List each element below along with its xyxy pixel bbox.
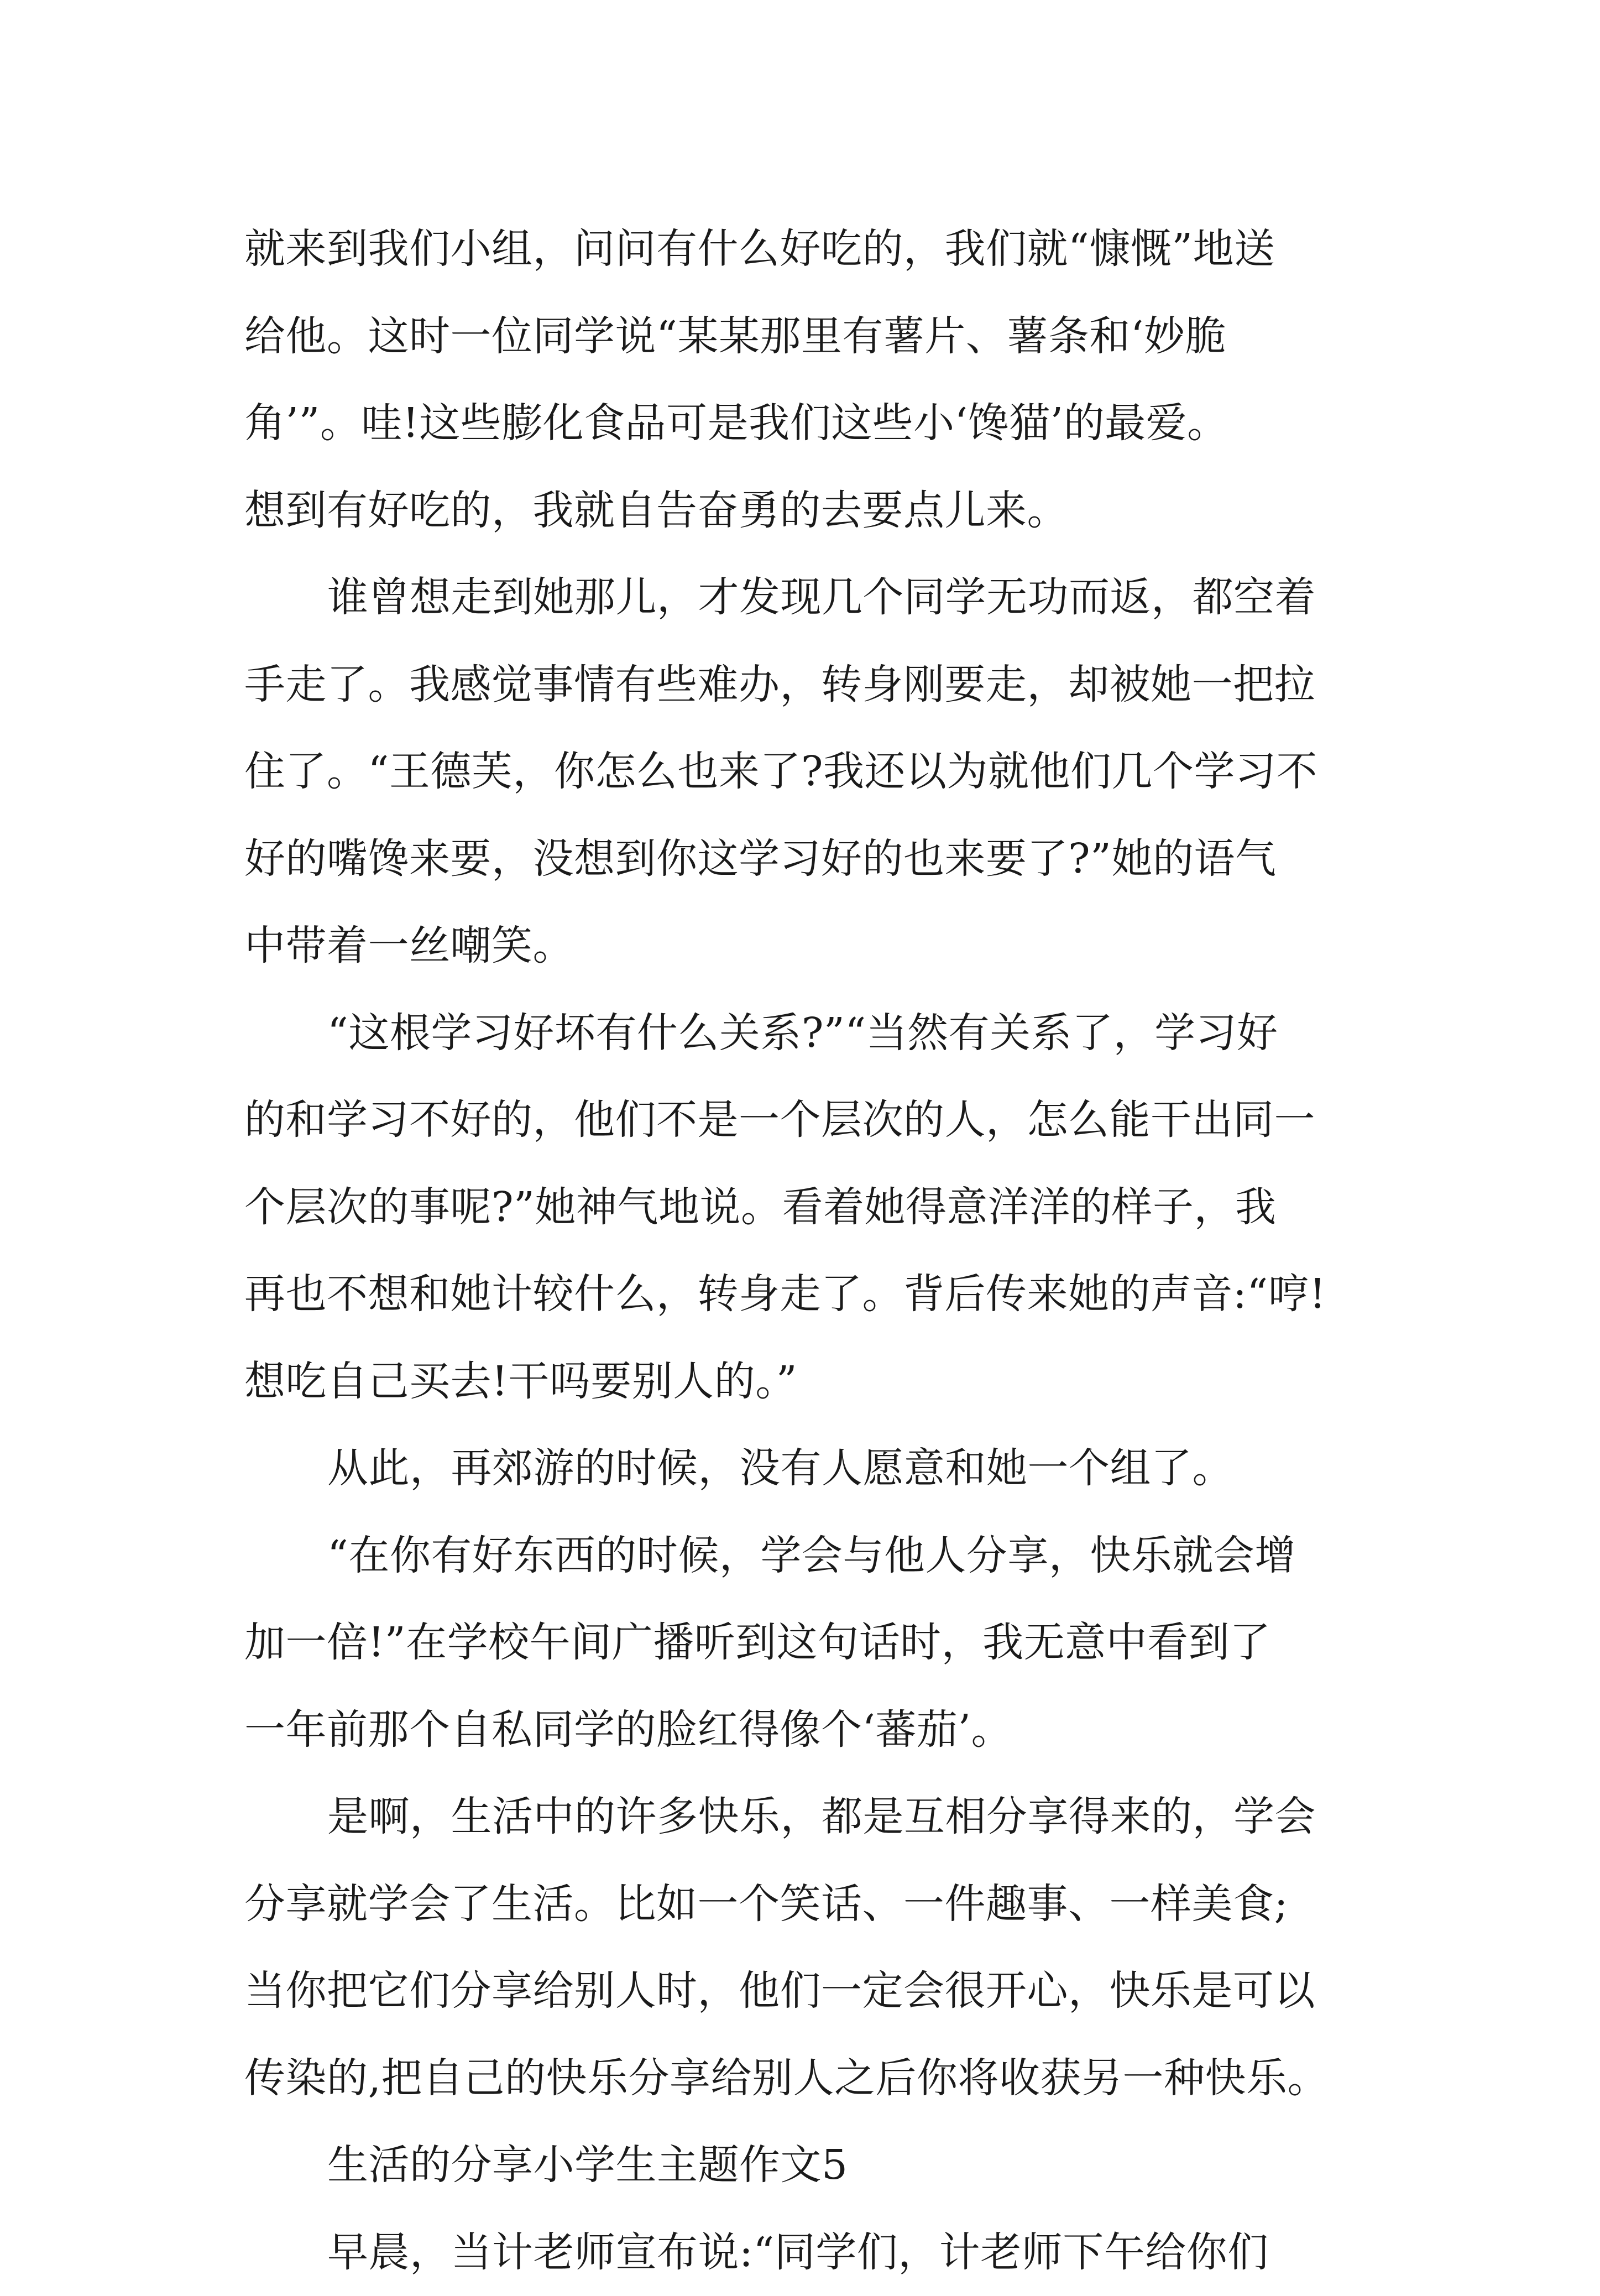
text-line: 传染的,把自己的快乐分享给别人之后你将收获另一种快乐。 [244, 2035, 1367, 2122]
text-line: 个层次的事呢?”她神气地说。看着她得意洋洋的样子，我 [244, 1164, 1367, 1251]
text-line: 的和学习不好的，他们不是一个层次的人，怎么能干出同一 [244, 1077, 1367, 1164]
paragraph-first-line: 谁曾想走到她那儿，才发现几个同学无功而返，都空着 [244, 554, 1367, 641]
paragraph-first-line: “在你有好东西的时候，学会与他人分享，快乐就会增 [244, 1512, 1367, 1600]
paragraph-first-line: 从此，再郊游的时候，没有人愿意和她一个组了。 [244, 1425, 1367, 1512]
section-heading: 生活的分享小学生主题作文5 [244, 2122, 1367, 2209]
text-line: 一年前那个自私同学的脸红得像个‘蕃茄’。 [244, 1687, 1367, 1774]
text-line: 角’”。哇!这些膨化食品可是我们这些小‘馋猫’的最爱。 [244, 380, 1367, 467]
text-line: 当你把它们分享给别人时，他们一定会很开心，快乐是可以 [244, 1948, 1367, 2035]
text-line: 就来到我们小组，问问有什么好吃的，我们就“慷慨”地送 [244, 206, 1367, 293]
text-line: 加一倍!”在学校午间广播听到这句话时，我无意中看到了 [244, 1599, 1367, 1687]
paragraph-first-line: 是啊，生活中的许多快乐，都是互相分享得来的，学会 [244, 1773, 1367, 1861]
paragraph-first-line: 早晨，当计老师宣布说:“同学们，计老师下午给你们 [244, 2209, 1367, 2296]
text-line: 中带着一丝嘲笑。 [244, 902, 1367, 990]
text-line: 想吃自己买去!干吗要别人的。” [244, 1338, 1367, 1426]
paragraph-first-line: “这根学习好坏有什么关系?”“当然有关系了，学习好 [244, 990, 1367, 1077]
text-line: 手走了。我感觉事情有些难办，转身刚要走，却被她一把拉 [244, 641, 1367, 729]
text-line: 想到有好吃的，我就自告奋勇的去要点儿来。 [244, 467, 1367, 555]
text-line: 好的嘴馋来要，没想到你这学习好的也来要了?”她的语气 [244, 816, 1367, 903]
text-line: 再也不想和她计较什么，转身走了。背后传来她的声音:“哼! [244, 1251, 1367, 1338]
text-line: 分享就学会了生活。比如一个笑话、一件趣事、一样美食; [244, 1861, 1367, 1948]
document-body [244, 206, 1367, 2296]
text-line: 住了。“王德芙，你怎么也来了?我还以为就他们几个学习不 [244, 728, 1367, 816]
text-line: 给他。这时一位同学说“某某那里有薯片、薯条和‘妙脆 [244, 293, 1367, 380]
